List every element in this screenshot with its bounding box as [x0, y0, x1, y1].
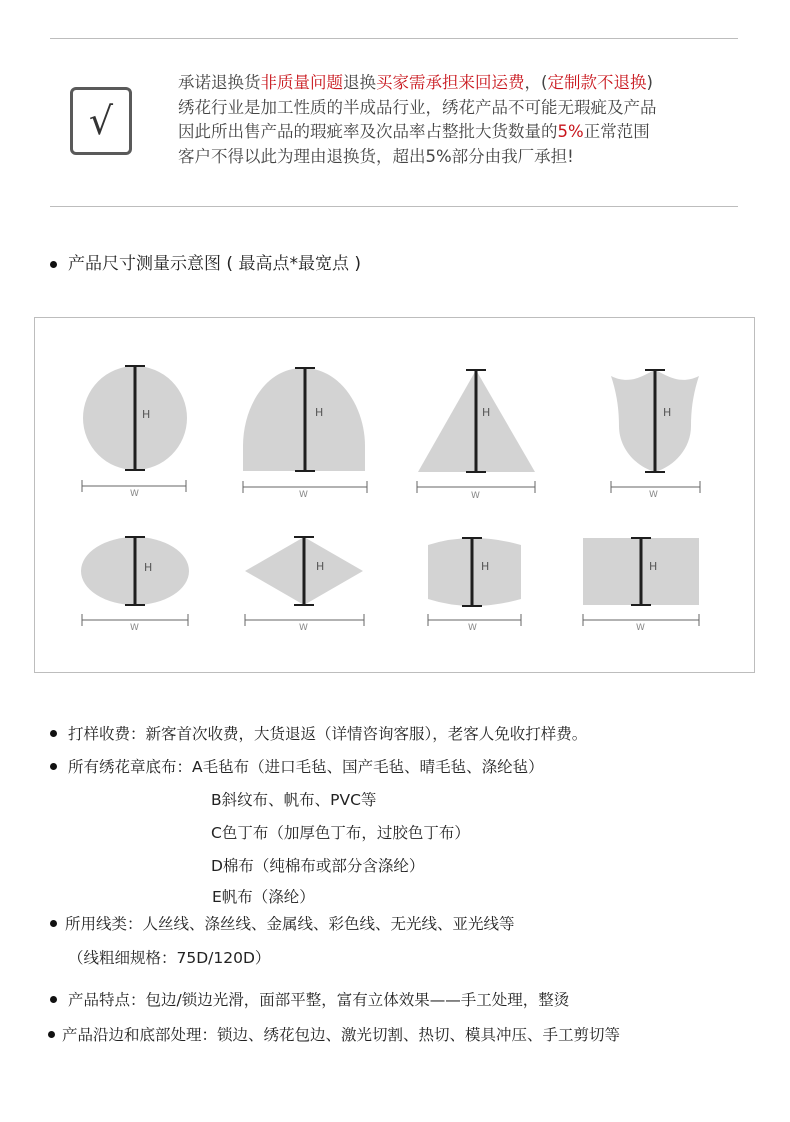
rectangle-shape	[583, 538, 699, 633]
curved-rectangle-shape	[428, 538, 521, 633]
width-label: W	[468, 623, 477, 633]
notice-line-4: 客户不得以此为理由退换货，超出5%部分由我厂承担!	[178, 146, 574, 166]
ellipse-shape	[81, 537, 189, 633]
bullet-icon	[50, 996, 57, 1003]
bullet-icon	[50, 730, 57, 737]
fabric-label-text: 所有绣花章底布：A毛毡布（进口毛毡、国产毛毡、晴毛毡、涤纶毡）	[68, 758, 544, 776]
fabric-b-text: B斜纹布、帆布、PVC等	[211, 791, 377, 809]
bullet-icon	[50, 763, 57, 770]
height-label: H	[649, 560, 658, 573]
circle-shape	[82, 366, 187, 499]
height-label: H	[144, 561, 153, 574]
width-label: W	[636, 623, 645, 633]
thread-types-text: 所用线类：人丝线、涤丝线、金属线、彩色线、无光线、亚光线等	[65, 915, 515, 933]
edge-processing-text: 产品沿边和底部处理：锁边、绣花包边、激光切割、热切、模具冲压、手工剪切等	[62, 1026, 621, 1044]
height-label: H	[316, 560, 325, 573]
width-label: W	[130, 489, 139, 499]
diamond-shape	[245, 537, 364, 633]
notice-line-2: 绣花行业是加工性质的半成品行业，绣花产品不可能无瑕疵及产品	[178, 97, 657, 117]
middle-divider	[50, 206, 738, 207]
width-label: W	[299, 623, 308, 633]
bullet-icon	[50, 920, 57, 927]
return-policy-notice	[178, 71, 738, 169]
height-label: H	[315, 406, 324, 419]
width-label: W	[130, 623, 139, 633]
bullet-icon	[48, 1031, 55, 1038]
triangle-shape	[417, 370, 535, 501]
height-label: H	[663, 406, 672, 419]
top-divider	[50, 38, 738, 39]
fabric-e-text: E帆布（涤纶）	[212, 888, 315, 906]
height-label: H	[481, 560, 490, 573]
notice-line-3: 因此所出售产品的瑕疵率及次品率占整批大货数量的5%正常范围	[178, 122, 650, 141]
bullet-icon	[50, 261, 57, 268]
height-label: H	[142, 408, 151, 421]
fabric-d-text: D棉布（纯棉布或部分含涤纶）	[211, 857, 425, 875]
arch-shape	[243, 368, 367, 500]
width-label: W	[471, 491, 480, 501]
features-text: 产品特点：包边/锁边光滑，面部平整，富有立体效果——手工处理，整烫	[68, 991, 570, 1009]
thread-spec-text: （线粗细规格：75D/120D）	[68, 949, 271, 967]
measure-heading: 产品尺寸测量示意图 ( 最高点*最宽点 )	[68, 254, 361, 274]
height-label: H	[482, 406, 491, 419]
width-label: W	[299, 490, 308, 500]
size-measurement-diagram	[34, 317, 755, 673]
width-label: W	[649, 490, 658, 500]
sample-fee-text: 打样收费：新客首次收费，大货退返（详情咨询客服），老客人免收打样费。	[68, 725, 588, 743]
shield-shape	[611, 370, 700, 500]
check-mark-icon: √	[70, 87, 132, 155]
notice-line-1: 承诺退换货非质量问题退换买家需承担来回运费，(定制款不退换)	[178, 73, 653, 92]
fabric-c-text: C色丁布（加厚色丁布，过胶色丁布）	[211, 824, 470, 842]
